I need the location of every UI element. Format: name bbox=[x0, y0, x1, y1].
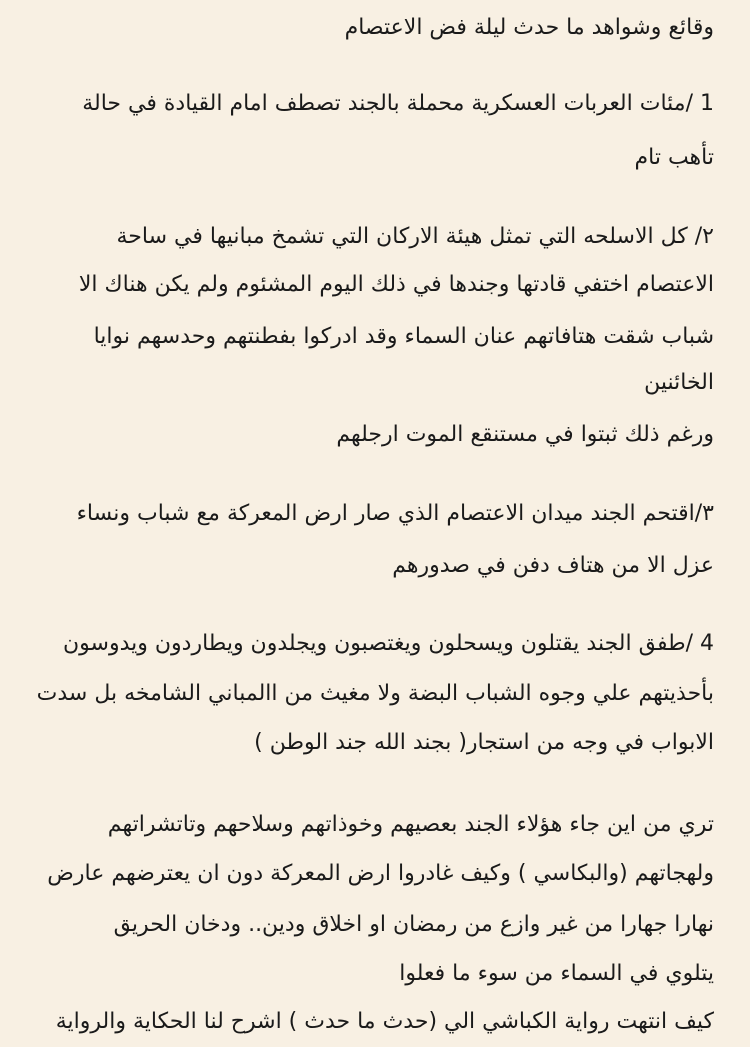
paragraph-5-line-1: تري من اين جاء هؤلاء الجند بعصيهم وخوذاتهم وسلاحهم وتاتشراتهم bbox=[107, 812, 714, 837]
paragraph-4-line-1: 4 /طفق الجند يقتلون ويسحلون ويغتصبون ويجلدون ويطاردون ويدوسون bbox=[63, 631, 714, 656]
paragraph-2-line-4: الخائنين bbox=[644, 370, 714, 395]
paragraph-2-line-2: الاعتصام اختفي قادتها وجندها في ذلك اليوم المشئوم ولم يكن هناك الا bbox=[78, 272, 714, 297]
paragraph-4-line-3: الابواب في وجه من استجار( بجند الله جند الوطن ) bbox=[254, 730, 714, 755]
paragraph-3-line-1: ٣/اقتحم الجند ميدان الاعتصام الذي صار ارض المعركة مع شباب ونساء bbox=[76, 501, 714, 526]
paragraph-3-line-2: عزل الا من هتاف دفن في صدورهم bbox=[392, 553, 714, 578]
paragraph-5-line-4: يتلوي في السماء من سوء ما فعلوا bbox=[399, 961, 714, 986]
paragraph-5-line-3: نهارا جهارا من غير وازع من رمضان او اخلاق ودين.. ودخان الحريق bbox=[113, 912, 714, 937]
paragraph-2-line-1: ٢/ كل الاسلحه التي تمثل هيئة الاركان التي تشمخ مبانيها في ساحة bbox=[116, 224, 714, 249]
paragraph-2-line-5: ورغم ذلك ثبتوا في مستنقع الموت ارجلهم bbox=[336, 422, 714, 447]
paragraph-4-line-2: بأحذيتهم علي وجوه الشباب البضة ولا مغيث من االمباني الشامخه بل سدت bbox=[36, 681, 714, 706]
paragraph-2-line-3: شباب شقت هتافاتهم عنان السماء وقد ادركوا بفطنتهم وحدسهم نوايا bbox=[93, 324, 714, 349]
document-title: وقائع وشواهد ما حدث ليلة فض الاعتصام bbox=[344, 15, 714, 40]
paragraph-1-line-2: تأهب تام bbox=[634, 145, 714, 170]
paragraph-5-line-2: ولهجاتهم (والبكاسي ) وكيف غادروا ارض المعركة دون ان يعترضهم عارض bbox=[47, 861, 714, 886]
paragraph-1-line-1: 1 /مئات العربات العسكرية محملة بالجند تصطف امام القيادة في حالة bbox=[82, 91, 714, 116]
paragraph-5-line-5: كيف انتهت رواية الكباشي الي (حدث ما حدث ) اشرح لنا الحكاية والرواية bbox=[55, 1009, 714, 1034]
